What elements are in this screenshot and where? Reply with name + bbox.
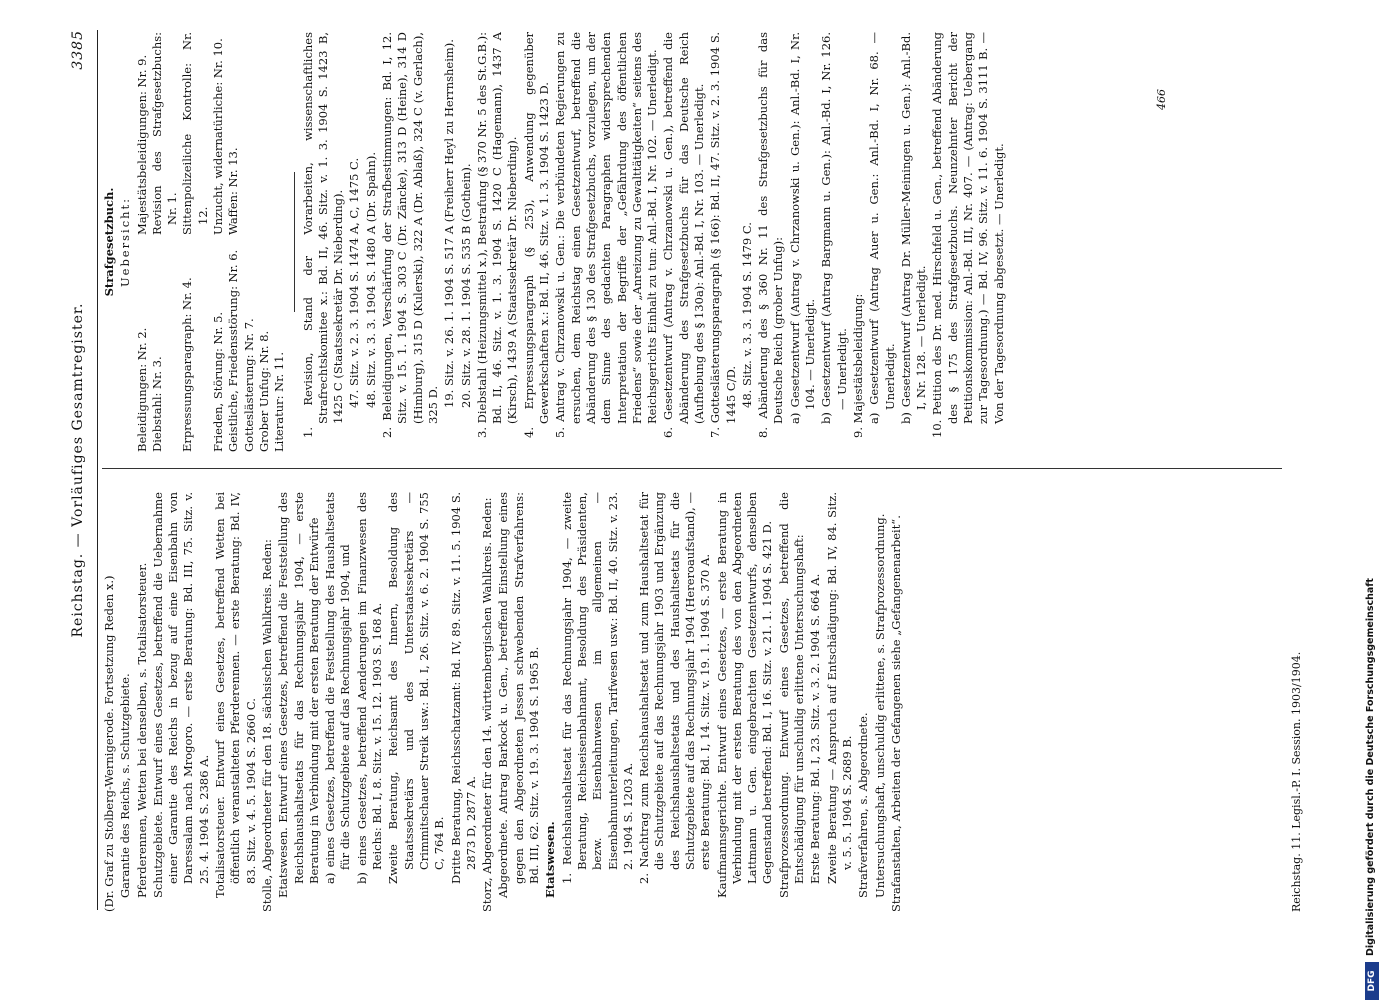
overview-item: Waffen: Nr. 13. <box>226 147 241 235</box>
index-entry: Etatswesen. Entwurf eines Gesetzes, betreffend die Feststellung des Reichshaushaltsetats für das Rechnungsjahr 1904, — erste Beratung in Verbindung mit der ersten Beratung der Entwürfe <box>276 492 321 898</box>
overview-rule <box>294 172 295 312</box>
index-entry: 20. Sitz. v. 28. 1. 1904 S. 535 B (Gothein). <box>458 163 473 408</box>
overview-item: Beleidigungen: Nr. 2. <box>134 327 149 452</box>
index-entry: 7. Gotteslästerungsparagraph (§ 166): Bd. II, 47. Sitz. v. 2. 3. 1904 S. 1445 C/D. <box>708 32 738 438</box>
section-title: Strafgesetzbuch. <box>102 187 116 297</box>
index-entry: Zweite Beratung, Reichsamt des Innern, Besoldung des Staatssekretärs und des Unterstaatssekretärs — Crimmitschauer Streik usw.: Bd. I, 26. Sitz. v. 6. 2. 1904 S. 755 C, 764 B. <box>386 492 447 884</box>
index-entry: 48. Sitz. v. 3. 3. 1904 S. 1480 A (Dr. Spahn). <box>363 151 378 408</box>
index-entry: Zweite Beratung — Anspruch auf Entschädigung: Bd. IV, 84. Sitz. v. 5. 5. 1904 S. 2689 B. <box>824 492 854 884</box>
index-entry: a) Gesetzentwurf (Antrag Auer u. Gen.: Anl.-Bd. I, Nr. 68. — Unerledigt. <box>867 32 897 424</box>
overview-item: Majestätsbeleidigungen: Nr. 9. <box>134 54 149 235</box>
page-header <box>70 30 96 910</box>
index-entry: Garantie des Reichs, s. Schutzgebiete. <box>118 673 133 898</box>
overview-title: Uebersicht: <box>118 196 133 288</box>
index-entry: Strafverfahren, s. Abgeordnete. <box>856 712 871 898</box>
index-entry: 8. Abänderung des § 360 Nr. 11 des Strafgesetzbuchs für das Deutsche Reich (grober Unfug): <box>756 32 786 438</box>
column-divider <box>102 468 1282 469</box>
index-entry: b) Gesetzentwurf (Antrag Bargmann u. Gen.): Anl.-Bd. I, Nr. 126. — Unerledigt. <box>819 32 849 424</box>
index-entry: 10. Petition des Dr. med. Hirschfeld u. Gen., betreffend Abänderung des § 175 des Strafgesetzbuchs. Neunzehnter Bericht der Petitionskommission: Anl.-Bd. III, Nr. 407. — (Antrag: Uebergang zur Tagesordnung.) — Bd. IV, 96. Sitz. v. 11. 6. 1904 S. 3111 B. — Von der Tagesordnung abgesetzt. — Unerledigt. <box>930 32 1006 438</box>
index-entry: 9. Majestätsbeleidigung: <box>850 293 865 438</box>
page-number: 3385 <box>70 30 86 70</box>
index-entry: (Dr. Graf zu Stolberg-Wernigerode. Fortsetzung Reden x.) <box>102 575 116 912</box>
index-entry: Storz, Abgeordneter für den 14. württembergischen Wahlkreis. Reden: <box>480 497 495 912</box>
index-entry: b) Gesetzentwurf (Antrag Dr. Müller-Meiningen u. Gen.): Anl.-Bd. I, Nr. 128. — Unerledigt. <box>898 32 929 424</box>
index-entry: b) eines Gesetzes, betreffend Aenderungen im Finanzwesen des Reichs: Bd. I, 8. Sitz. v. 15. 12. 1903 S. 168 A. <box>354 492 385 884</box>
overview-item <box>272 32 287 235</box>
index-entry: Strafprozessordnung. Entwurf eines Gesetzes, betreffend die Entschädigung für unschuldig erlittene Untersuchungshaft: <box>776 492 807 898</box>
index-entry: 1. Reichshaushaltsetat für das Rechnungsjahr 1904, — zweite Beratung, Reichseisenbahnamt, Besoldung des Präsidenten, bezw. Eisenbahnwesen im allgemeinen — Eisenbahnunterleitungen, Tarifwesen usw.: Bd. II, 40. Sitz. v. 23. 2. 1904 S. 1203 A. <box>559 492 635 884</box>
index-entry: 19. Sitz. v. 26. 1. 1904 S. 517 A (Freiherr Heyl zu Herrnsheim). <box>442 39 457 408</box>
index-entry: Etatswesen. <box>543 821 558 898</box>
index-entry: Strafanstalten, Arbeiten der Gefangenen siehe „Gefangenenarbeit“. <box>888 515 903 912</box>
index-entry: a) eines Gesetzes, betreffend die Feststellung des Haushaltsetats für die Schutzgebiete auf das Rechnungsjahr 1904, und <box>323 492 353 884</box>
running-title: Reichstag. — Vorläufiges Gesamtregister. <box>70 302 86 638</box>
index-entry: 1. Revision, Stand der Vorarbeiten, wissenschaftliches Strafrechtskomitee x.: Bd. II, 46. Sitz. v. 1. 3. 1904 S. 1423 B, 1425 C (Staatssekretär Dr. Nieberding). <box>300 32 346 438</box>
index-entry: Stolle, Abgeordneter für den 18. sächsischen Wahlkreis. Reden: <box>259 539 274 912</box>
index-entry: Erste Beratung: Bd. I, 23. Sitz. v. 3. 2. 1904 S. 664 A. <box>808 573 823 884</box>
index-entry: 6. Gesetzentwurf (Antrag v. Chrzanowski u. Gen.), betreffend die Abänderung des Strafgesetzbuchs für das Deutsche Reich (Aufhebung des § 130a): Anl.-Bd. I, Nr. 103. — Unerledigt. <box>661 32 706 438</box>
right-entries <box>301 32 1007 452</box>
overview-item <box>242 32 257 235</box>
index-entry: 3. Diebstahl (Heizungsmittel x.), Bestrafung (§ 370 Nr. 5 des St.G.B.): Bd. II, 46. Sitz. v. 1. 3. 1904 S. 1420 C (Hagemann), 1437 A (Kirsch), 1439 A (Staatssekretär Dr. Nieberding). <box>474 32 520 438</box>
index-entry: Totalisatorsteuer. Entwurf eines Gesetzes, betreffend Wetten bei öffentlich veranstalteten Pferderennen. — erste Beratung: Bd. IV, 83. Sitz. v. 4. 5. 1904 S. 2660 C. <box>213 492 258 898</box>
index-entry: 47. Sitz. v. 2. 3. 1904 S. 1474 A, C, 1475 C. <box>347 157 362 408</box>
overview-grid <box>135 32 288 452</box>
folio-mark: 466 <box>1155 89 1168 110</box>
overview-item: Frieden, Störung: Nr. 5. <box>211 311 226 452</box>
overview-item <box>257 32 272 235</box>
index-entry: 5. Antrag v. Chrzanowski u. Gen.: Die verbündeten Regierungen zu ersuchen, dem Reichstag einen Gesetzentwurf, betreffend die Abänderung des § 130 des Strafgesetzbuchs, vorzulegen, um der dem Sinne des gedachten Paragraphen widersprechenden Interpretation der Begriffe der „Gefährdung des öffentlichen Friedens“ sowie der „Anreizung zu Gewalttätigkeiten“ seitens des Reichsgerichts Einhalt zu tun: Anl.-Bd. I, Nr. 102. — Unerledigt. <box>553 32 660 438</box>
overview-item: Revision des Strafgesetzbuchs: Nr. 1. <box>149 32 180 235</box>
index-entry: a) Gesetzentwurf (Antrag v. Chrzanowski u. Gen.): Anl.-Bd. I, Nr. 104. — Unerledigt. <box>787 32 818 424</box>
overview-item: Diebstahl: Nr. 3. <box>149 356 164 452</box>
index-entry: 4. Erpressungsparagraph (§ 253), Anwendung gegenüber Gewerkschaften x.: Bd. II, 46. Sitz. v. 1. 3. 1904 S. 1423 D. <box>521 32 552 438</box>
overview-item: Sittenpolizeiliche Kontrolle: Nr. 12. <box>180 32 210 235</box>
overview-item: Unzucht, widernatürliche: Nr. 10. <box>211 38 226 235</box>
index-entry: Kaufmannsgerichte. Entwurf eines Gesetzes, — erste Beratung in Verbindung mit der ersten Beratung des von den Abgeordneten Lattmann u. Gen. eingebrachten Gesetzentwurfs, denselben Gegenstand betreffend: Bd. I, 16. Sitz. v. 21. 1. 1904 S. 421 D. <box>714 492 775 898</box>
footer-note: Reichstag. 11. Legisl.-P. I. Session. 1903/1904. <box>1290 651 1303 912</box>
digitization-credit <box>1362 0 1382 1000</box>
overview-item: Literatur: Nr. 11. <box>272 351 287 452</box>
credit-text: Digitalisierung gefördert durch die Deutsche Forschungsgemeinschaft <box>1365 578 1376 956</box>
overview-item: Grober Unfug: Nr. 8. <box>256 330 271 452</box>
index-entry: Pferderennen, Wetten bei denselben, s. Totalisatorsteuer. <box>134 562 149 898</box>
overview-item: Geistliche, Friedensstörung: Nr. 6. <box>226 249 241 452</box>
index-entry: Dritte Beratung, Reichsschatzamt: Bd. IV, 89. Sitz. v. 11. 5. 1904 S. 2873 D, 2877 A. <box>448 492 478 884</box>
dfg-logo: DFG <box>1365 962 1379 1000</box>
overview-item: Gotteslästerung: Nr. 7. <box>241 318 256 452</box>
header-rule <box>97 30 98 910</box>
index-entry: 2. Beleidigungen, Verschärfung der Strafbestimmungen: Bd. I, 12. Sitz. v. 15. 1. 1904 S. 303 C (Dr. Zäncke), 313 D (Heine), 314 D (Himburg), 315 D (Kulerski), 322 A (Dr. Ablaß), 324 C (v. Gerlach), 325 D. <box>380 32 440 438</box>
overview-item: Erpressungsparagraph: Nr. 4. <box>180 277 195 452</box>
index-entry: Schutzgebiete. Entwurf eines Gesetzes, betreffend die Uebernahme einer Garantie des Reichs in bezug auf eine Eisenbahn von Daressalam nach Mrogoro. — erste Beratung: Bd. III, 75. Sitz. v. 25. 4. 1904 S. 2386 A. <box>150 492 211 898</box>
index-entry: Untersuchungshaft, unschuldig erlittene, s. Strafprozessordnung. <box>872 513 887 898</box>
left-column <box>102 492 905 912</box>
right-column <box>102 32 1008 452</box>
index-entry: 2. Nachtrag zum Reichshaushaltsetat und zum Haushaltsetat für die Schutzgebiete auf das Rechnungsjahr 1903 und Ergänzung des Reichshaushaltsetats und des Haushaltsetats für die Schutzgebiete auf das Rechnungsjahr 1904 (Hereroaufstand), — erste Beratung: Bd. I, 14. Sitz. v. 19. 1. 1904 S. 370 A. <box>637 492 713 884</box>
index-entry: Abgeordnete. Antrag Barkock u. Gen., betreffend Einstellung eines gegen den Abgeordneten Jessen schwebenden Strafverfahrens: Bd. III, 62. Sitz. v. 19. 3. 1904 S. 1965 B. <box>496 492 542 898</box>
index-entry: 48. Sitz. v. 3. 3. 1904 S. 1479 C. <box>739 222 754 408</box>
